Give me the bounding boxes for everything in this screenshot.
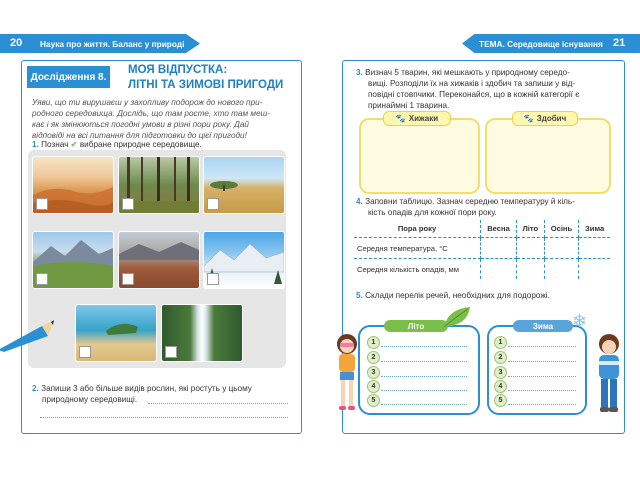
task-2-number: 2. bbox=[32, 384, 39, 393]
girl-illustration bbox=[330, 330, 364, 416]
task-3-line: повідні стовпчики. Переконайся, що в кожній категорії є bbox=[368, 90, 580, 99]
summer-tag bbox=[384, 320, 448, 332]
weather-table bbox=[354, 220, 610, 279]
photo-forest[interactable] bbox=[118, 156, 200, 214]
answer-line[interactable] bbox=[508, 361, 576, 362]
table-header: Пора року bbox=[354, 220, 481, 238]
task-3 bbox=[356, 67, 616, 111]
photo-beach[interactable] bbox=[75, 304, 157, 362]
prey-box[interactable] bbox=[485, 118, 611, 194]
table-cell[interactable] bbox=[481, 259, 517, 280]
list-number: 4 bbox=[494, 380, 507, 393]
winter-tag bbox=[513, 320, 573, 332]
table-header: Осінь bbox=[544, 220, 579, 238]
task-3-line: принаймні 1 тварина. bbox=[368, 101, 450, 110]
photo-checkbox[interactable] bbox=[207, 273, 219, 285]
task-2 bbox=[32, 383, 294, 405]
intro-line: родного середовища. Дослідь, що там росте, хто там меш- bbox=[32, 109, 271, 118]
task-1-number: 1. bbox=[32, 140, 39, 149]
list-number: 3 bbox=[494, 366, 507, 379]
table-cell[interactable] bbox=[517, 259, 545, 280]
task-3-line: Визнач 5 тварин, які мешкають у природному середо- bbox=[365, 68, 570, 77]
intro-line: кає і як змінюються погодні умови в різні пори року. Дай bbox=[32, 120, 249, 129]
list-number: 4 bbox=[367, 380, 380, 393]
table-header: Весна bbox=[481, 220, 517, 238]
task-4-line1: Заповни таблицю. Зазнач середню температуру й кіль- bbox=[365, 197, 575, 206]
answer-line[interactable] bbox=[508, 390, 576, 391]
answer-line[interactable] bbox=[381, 346, 467, 347]
table-cell[interactable] bbox=[481, 238, 517, 259]
task-4 bbox=[356, 196, 618, 218]
list-number: 5 bbox=[494, 394, 507, 407]
photo-tundra[interactable] bbox=[118, 231, 200, 289]
paw-icon: 🐾 bbox=[395, 114, 406, 123]
summer-label: Літо bbox=[407, 321, 425, 331]
photo-checkbox[interactable] bbox=[122, 198, 134, 210]
photo-mountain-meadow[interactable] bbox=[32, 231, 114, 289]
list-number: 1 bbox=[367, 336, 380, 349]
right-page-number: 21 bbox=[613, 37, 626, 49]
photo-checkbox[interactable] bbox=[36, 198, 48, 210]
task-1 bbox=[32, 139, 202, 150]
task-5-text: Склади перелік речей, необхідних для подорожі. bbox=[365, 291, 550, 300]
table-cell[interactable] bbox=[579, 238, 610, 259]
answer-line[interactable] bbox=[40, 417, 288, 418]
snowflake-icon: ❄ bbox=[572, 311, 588, 331]
task-3-line: вищі. Розподіли їх на хижаків і здобич та запиши у від- bbox=[368, 79, 576, 88]
task-4-number: 4. bbox=[356, 197, 363, 206]
pencil-icon bbox=[0, 318, 56, 352]
photo-checkbox[interactable] bbox=[122, 273, 134, 285]
answer-line[interactable] bbox=[508, 376, 576, 377]
predators-label: Хижаки bbox=[408, 114, 439, 123]
answer-line[interactable] bbox=[508, 346, 576, 347]
predators-tag bbox=[383, 111, 451, 126]
check-mark-icon: ✔ bbox=[70, 140, 78, 149]
winter-label: Зима bbox=[532, 321, 554, 331]
predators-box[interactable] bbox=[359, 118, 480, 194]
task-2-line2: природному середовищі. bbox=[42, 395, 138, 404]
study-title-line2: ЛІТНІ ТА ЗИМОВІ ПРИГОДИ bbox=[128, 79, 284, 91]
table-cell[interactable] bbox=[517, 238, 545, 259]
prey-tag bbox=[512, 111, 578, 126]
photo-savanna[interactable] bbox=[203, 156, 285, 214]
intro-text bbox=[32, 97, 294, 141]
photo-checkbox[interactable] bbox=[165, 346, 177, 358]
photo-checkbox[interactable] bbox=[79, 346, 91, 358]
task-1-text-b: вибране природне середовище. bbox=[79, 140, 202, 149]
intro-line: Уяви, що ти вирушаєш у захопливу подорож до нового при- bbox=[32, 98, 263, 107]
paw-icon: 🐾 bbox=[523, 114, 534, 123]
study-title-line1: МОЯ ВІДПУСТКА: bbox=[128, 64, 228, 76]
task-3-number: 3. bbox=[356, 68, 363, 77]
photo-checkbox[interactable] bbox=[36, 273, 48, 285]
intro-line: відповіді на всі питання для підготовки до цієї пригоди! bbox=[32, 131, 247, 140]
answer-line[interactable] bbox=[381, 361, 467, 362]
left-header-title: Наука про життя. Баланс у природі bbox=[40, 39, 185, 49]
list-number: 2 bbox=[367, 351, 380, 364]
list-number: 5 bbox=[367, 394, 380, 407]
task-2-line1: Запиши 3 або більше видів рослин, які ростуть у цьому bbox=[41, 384, 252, 393]
task-5 bbox=[356, 290, 550, 301]
task-4-line2: кість опадів для кожної пори року. bbox=[368, 208, 497, 217]
right-header-title: ТЕМА. Середовище існування bbox=[479, 39, 603, 49]
table-cell[interactable] bbox=[544, 259, 579, 280]
table-row bbox=[354, 238, 610, 259]
table-header: Зима bbox=[579, 220, 610, 238]
left-page-number: 20 bbox=[10, 37, 23, 49]
prey-label: Здобич bbox=[536, 114, 567, 123]
study-label: Дослідження 8. bbox=[27, 66, 110, 88]
list-number: 1 bbox=[494, 336, 507, 349]
task-1-text-a: Познач bbox=[41, 140, 69, 149]
table-row bbox=[354, 259, 610, 280]
table-header-row bbox=[354, 220, 610, 238]
list-number: 2 bbox=[494, 351, 507, 364]
photo-desert[interactable] bbox=[32, 156, 114, 214]
photo-checkbox[interactable] bbox=[207, 198, 219, 210]
table-row-label: Середня кількість опадів, мм bbox=[354, 259, 481, 280]
table-row-label: Середня температура, °C bbox=[354, 238, 481, 259]
list-number: 3 bbox=[367, 366, 380, 379]
boy-illustration bbox=[590, 330, 628, 416]
answer-line[interactable] bbox=[148, 403, 288, 404]
table-header: Літо bbox=[517, 220, 545, 238]
task-5-number: 5. bbox=[356, 291, 363, 300]
leaf-icon bbox=[442, 305, 476, 331]
answer-line[interactable] bbox=[508, 404, 576, 405]
answer-line[interactable] bbox=[381, 376, 467, 377]
answer-line[interactable] bbox=[381, 404, 467, 405]
answer-line[interactable] bbox=[381, 390, 467, 391]
photo-waterfall[interactable] bbox=[161, 304, 243, 362]
table-cell[interactable] bbox=[544, 238, 579, 259]
photo-snowy-mountains[interactable] bbox=[203, 231, 285, 289]
table-cell[interactable] bbox=[579, 259, 610, 280]
